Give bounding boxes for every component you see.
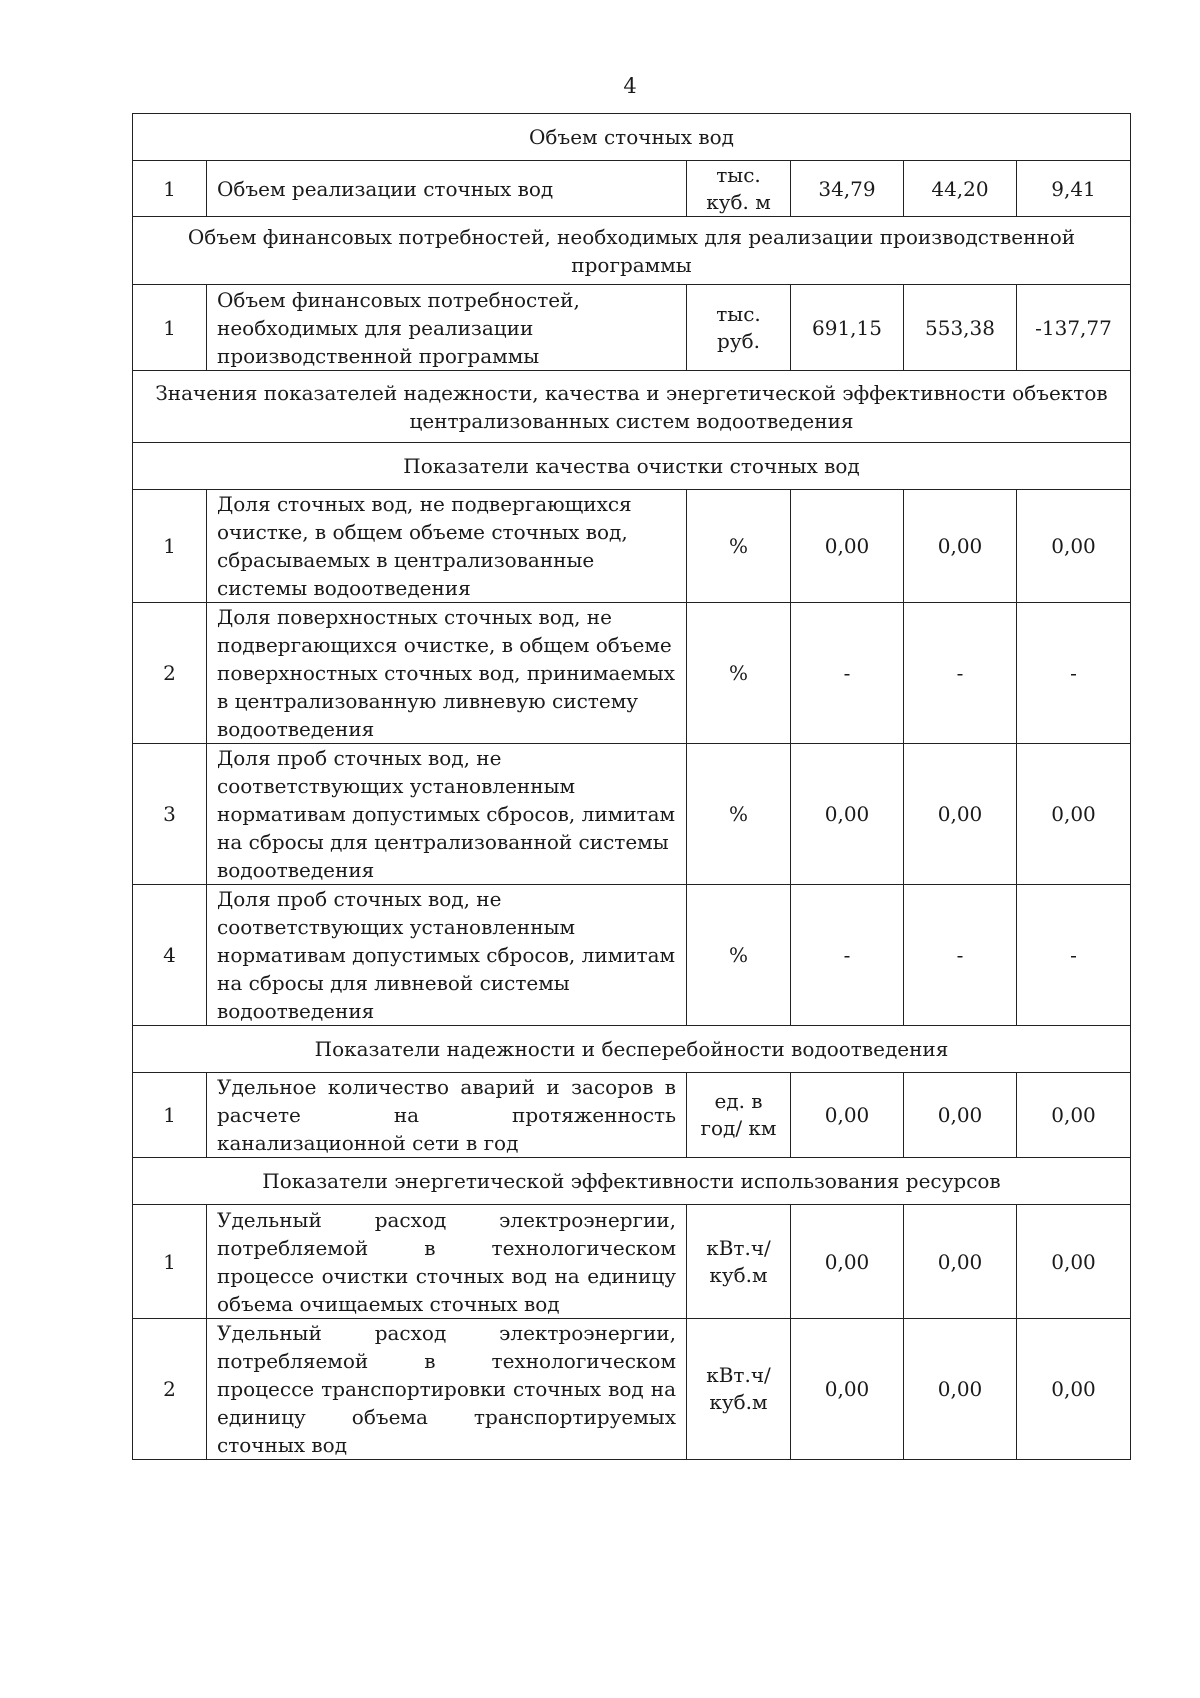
row-number-cell: 1 xyxy=(133,1205,207,1319)
row-number-cell: 2 xyxy=(133,1319,207,1460)
indicator-name-cell: Доля поверхностных сточных вод, не подвергающихся очистке, в общем объеме поверхностных сточных вод, принимаемых в централизованную ливневую систему водоотведения xyxy=(207,603,687,744)
table-row xyxy=(133,285,1131,371)
section-header-row xyxy=(133,1158,1131,1205)
value-cell-2: 0,00 xyxy=(904,490,1017,603)
section-header: Показатели качества очистки сточных вод xyxy=(133,443,1131,490)
table-row xyxy=(133,744,1131,885)
indicator-name-cell: Удельный расход электроэнергии, потребляемой в технологическом процессе очистки сточных вод на единицу объема очищаемых сточных вод xyxy=(207,1205,687,1319)
row-number-cell: 2 xyxy=(133,603,207,744)
table-row xyxy=(133,161,1131,217)
value-cell-2: - xyxy=(904,885,1017,1026)
value-cell-1: 0,00 xyxy=(791,1073,904,1158)
unit-cell: % xyxy=(687,603,791,744)
table-row xyxy=(133,1205,1131,1319)
value-cell-2: 0,00 xyxy=(904,1205,1017,1319)
table-row xyxy=(133,1319,1131,1460)
value-cell-3: 0,00 xyxy=(1017,1205,1131,1319)
value-cell-3: 0,00 xyxy=(1017,1319,1131,1460)
value-cell-1: 0,00 xyxy=(791,1205,904,1319)
indicator-name-cell: Доля проб сточных вод, не соответствующих установленным нормативам допустимых сбросов, лимитам на сбросы для централизованной системы водоотведения xyxy=(207,744,687,885)
unit-cell: % xyxy=(687,885,791,1026)
table-row xyxy=(133,1073,1131,1158)
value-cell-3: 0,00 xyxy=(1017,744,1131,885)
value-cell-1: - xyxy=(791,603,904,744)
row-number-cell: 4 xyxy=(133,885,207,1026)
value-cell-2: 44,20 xyxy=(904,161,1017,217)
section-header-row xyxy=(133,114,1131,161)
value-cell-1: 34,79 xyxy=(791,161,904,217)
value-cell-2: 0,00 xyxy=(904,1073,1017,1158)
value-cell-3: - xyxy=(1017,885,1131,1026)
unit-cell: тыс. куб. м xyxy=(687,161,791,217)
indicator-name-cell: Объем реализации сточных вод xyxy=(207,161,687,217)
table-row xyxy=(133,490,1131,603)
unit-cell: тыс. руб. xyxy=(687,285,791,371)
unit-cell: кВт.ч/ куб.м xyxy=(687,1319,791,1460)
row-number-cell: 1 xyxy=(133,285,207,371)
page-number: 4 xyxy=(623,74,637,98)
value-cell-2: - xyxy=(904,603,1017,744)
row-number-cell: 1 xyxy=(133,1073,207,1158)
section-header-row xyxy=(133,443,1131,490)
value-cell-2: 553,38 xyxy=(904,285,1017,371)
section-header: Объем сточных вод xyxy=(133,114,1131,161)
unit-cell: % xyxy=(687,744,791,885)
value-cell-2: 0,00 xyxy=(904,1319,1017,1460)
unit-cell: % xyxy=(687,490,791,603)
indicators-table xyxy=(132,113,1131,1460)
indicator-name-cell: Доля проб сточных вод, не соответствующих установленным нормативам допустимых сбросов, лимитам на сбросы для ливневой системы водоотведения xyxy=(207,885,687,1026)
section-header: Показатели надежности и бесперебойности водоотведения xyxy=(133,1026,1131,1073)
value-cell-3: - xyxy=(1017,603,1131,744)
section-header-row xyxy=(133,217,1131,285)
section-header-row xyxy=(133,371,1131,443)
value-cell-1: 0,00 xyxy=(791,744,904,885)
value-cell-1: 0,00 xyxy=(791,490,904,603)
value-cell-1: 0,00 xyxy=(791,1319,904,1460)
indicators-table-body xyxy=(133,114,1131,1460)
value-cell-1: 691,15 xyxy=(791,285,904,371)
indicator-name-cell: Удельное количество аварий и засоров в расчете на протяженность канализационной сети в год xyxy=(207,1073,687,1158)
unit-cell: кВт.ч/ куб.м xyxy=(687,1205,791,1319)
row-number-cell: 1 xyxy=(133,161,207,217)
section-header: Объем финансовых потребностей, необходимых для реализации производственной программы xyxy=(133,217,1131,285)
row-number-cell: 1 xyxy=(133,490,207,603)
indicator-name-cell: Удельный расход электроэнергии, потребляемой в технологическом процессе транспортировки сточных вод на единицу объема транспортируемых сточных вод xyxy=(207,1319,687,1460)
value-cell-1: - xyxy=(791,885,904,1026)
indicator-name-cell: Доля сточных вод, не подвергающихся очистке, в общем объеме сточных вод, сбрасываемых в централизованные системы водоотведения xyxy=(207,490,687,603)
indicator-name-cell: Объем финансовых потребностей, необходимых для реализации производственной программы xyxy=(207,285,687,371)
table-row xyxy=(133,885,1131,1026)
unit-cell: ед. в год/ км xyxy=(687,1073,791,1158)
table-row xyxy=(133,603,1131,744)
section-header: Показатели энергетической эффективности использования ресурсов xyxy=(133,1158,1131,1205)
row-number-cell: 3 xyxy=(133,744,207,885)
value-cell-3: 0,00 xyxy=(1017,490,1131,603)
section-header: Значения показателей надежности, качества и энергетической эффективности объектов централизованных систем водоотведения xyxy=(133,371,1131,443)
value-cell-2: 0,00 xyxy=(904,744,1017,885)
value-cell-3: 9,41 xyxy=(1017,161,1131,217)
value-cell-3: 0,00 xyxy=(1017,1073,1131,1158)
value-cell-3: -137,77 xyxy=(1017,285,1131,371)
section-header-row xyxy=(133,1026,1131,1073)
